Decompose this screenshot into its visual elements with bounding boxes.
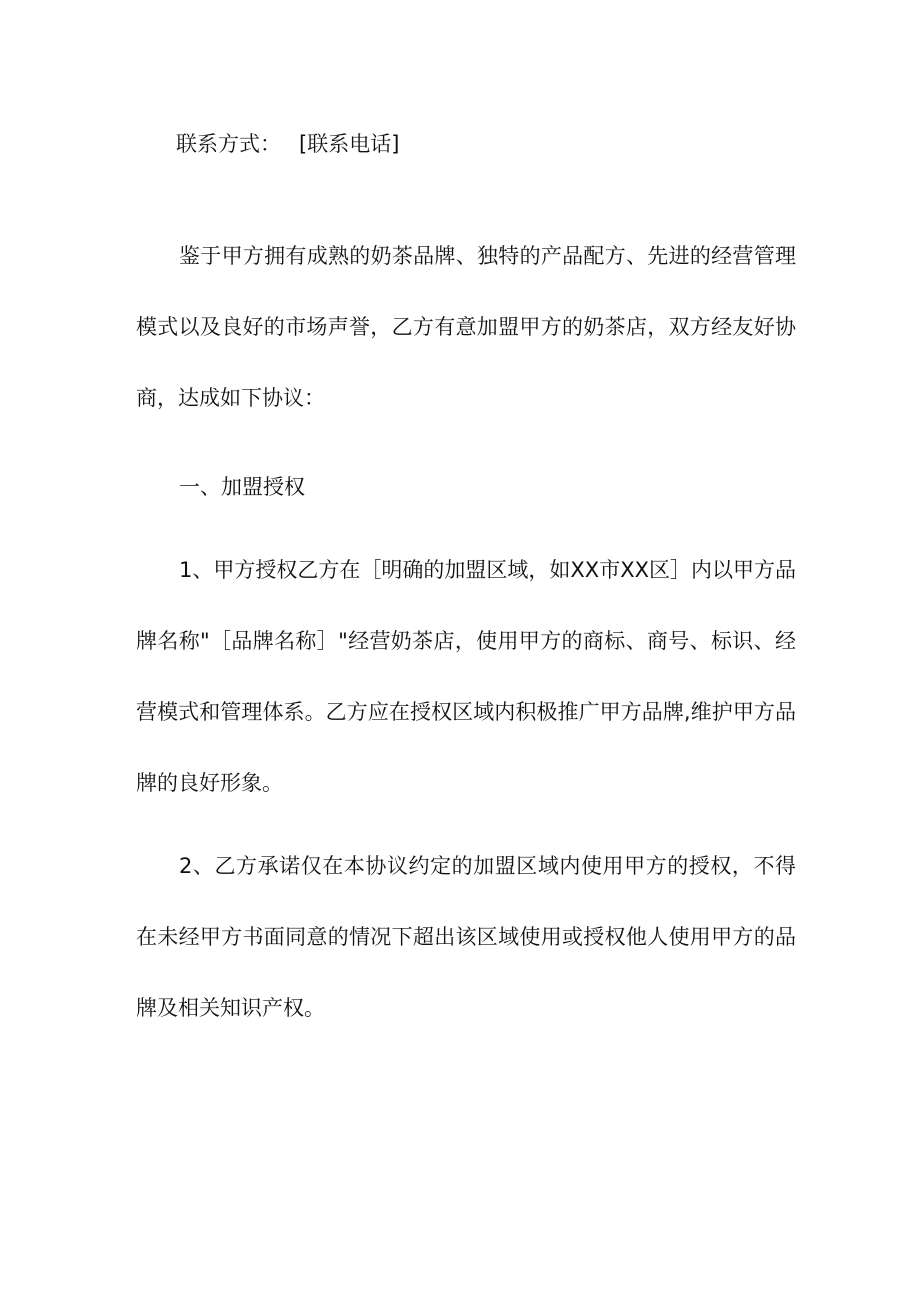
contact-line xyxy=(176,121,399,167)
clause-paragraph: 2、乙方承诺仅在本协议约定的加盟区域内使用甲方的授权，不得在未经甲方书面同意的情况下超出该区域使用或授权他人使用甲方的品牌及相关知识产权。 xyxy=(136,854,796,1020)
contact-phone-placeholder: [联系电话] xyxy=(299,132,400,156)
preamble-paragraph: 鉴于甲方拥有成熟的奶茶品牌、独特的产品配方、先进的经营管理模式以及良好的市场声誉，乙方有意加盟甲方的奶茶店，双方经友好协商，达成如下协议： xyxy=(136,244,796,410)
clause-paragraph: 1、甲方授权乙方在［明确的加盟区域，如XX市XX区］内以甲方品牌名称"［品牌名称］"经营奶茶店，使用甲方的商标、商号、标识、经营模式和管理体系。乙方应在授权区域内积极推广甲方品牌,维护甲方品牌的良好形象。 xyxy=(136,558,796,795)
contact-label: 联系方式： xyxy=(176,132,281,156)
section-heading: 一、加盟授权 xyxy=(179,475,305,499)
